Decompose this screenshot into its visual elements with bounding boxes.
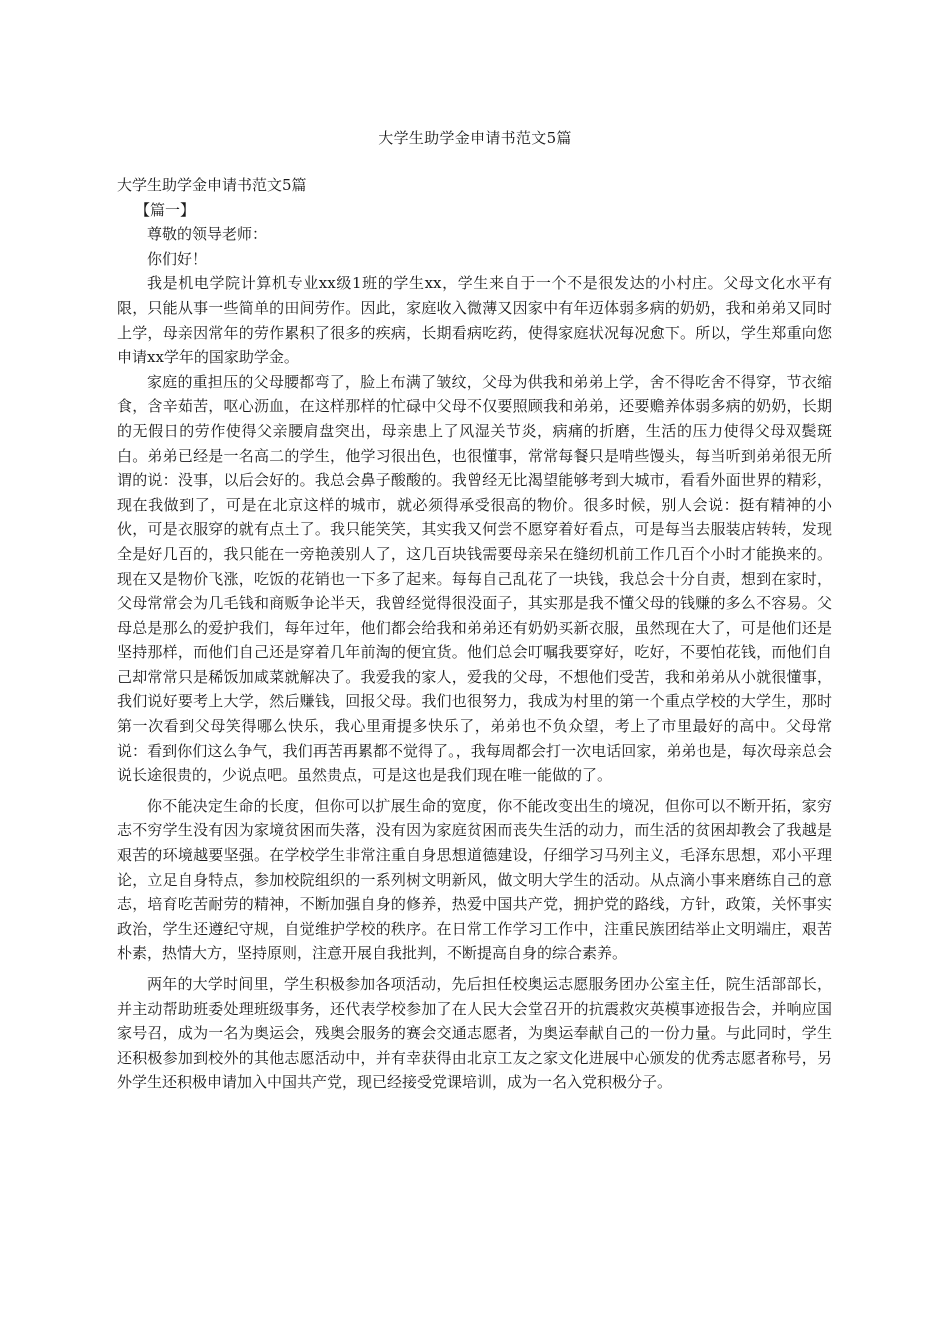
body-paragraph: 我是机电学院计算机专业xx级1班的学生xx，学生来自于一个不是很发达的小村庄。父母文化水平有限，只能从事一些简单的田间劳作。因此，家庭收入微薄又因家中有年迈体弱多病的奶奶，我和弟弟又同时上学，母亲因常年的劳作累积了很多的疾病，长期看病吃药，使得家庭状况每况愈下。所以，学生郑重向您申请xx学年的国家助学金。	[117, 274, 832, 367]
body-paragraph: 你不能决定生命的长度，但你可以扩展生命的宽度，你不能改变出生的境况，但你可以不断开拓，家穷志不穷学生没有因为家境贫困而失落，没有因为家庭贫困而丧失生活的动力，而生活的贫困却教会了我越是艰苦的环境越要坚强。在学校学生非常注重自身思想道德建设，仔细学习马列主义，毛泽东思想，邓小平理论，立足自身特点，参加校院组织的一系列树文明新风，做文明大学生的活动。从点滴小事来磨练自己的意志，培育吃苦耐劳的精神，不断加强自身的修养，热爱中国共产党，拥护党的路线，方针，政策，关怀事实政治，学生还遵纪守规，自觉维护学校的秩序。在日常工作学习工作中，注重民族团结举止文明端庄，艰苦朴素，热情大方，坚持原则，注意开展自我批判，不断提高自身的综合素养。	[117, 796, 832, 963]
document-subtitle: 大学生助学金申请书范文5篇	[117, 176, 307, 194]
document-body	[117, 173, 832, 1095]
document-title: 大学生助学金申请书范文5篇	[378, 129, 572, 147]
section-label: 【篇一】	[135, 200, 196, 219]
greeting: 你们好！	[147, 249, 208, 268]
body-paragraph: 两年的大学时间里，学生积极参加各项活动，先后担任校奥运志愿服务团办公室主任，院生活部部长，并主动帮助班委处理班级事务，还代表学校参加了在人民大会堂召开的抗震救灾英模事迹报告会，并响应国家号召，成为一名为奥运会，残奥会服务的赛会交通志愿者，为奥运奉献自己的一份力量。与此同时，学生还积极参加到校外的其他志愿活动中，并有幸获得由北京工友之家文化进展中心颁发的优秀志愿者称号，另外学生还积极申请加入中国共产党，现已经接受党课培训，成为一名入党积极分子。	[117, 975, 832, 1092]
salutation: 尊敬的领导老师：	[147, 225, 268, 244]
body-paragraph: 家庭的重担压的父母腰都弯了，脸上布满了皱纹，父母为供我和弟弟上学，舍不得吃舍不得穿，节衣缩食，含辛茹苦，呕心沥血，在这样那样的忙碌中父母不仅要照顾我和弟弟，还要赡养体弱多病的奶奶，长期的无假日的劳作使得父亲腰肩盘突出，母亲患上了风湿关节炎，病痛的折磨，生活的压力使得父母双鬓斑白。弟弟已经是一名高二的学生，他学习很出色，也很懂事，常常每餐只是啃些馒头，每当听到弟弟很无所谓的说：没事，以后会好的。我总会鼻子酸酸的。我曾经无比渴望能够考到大城市，看看外面世界的精彩，现在我做到了，可是在北京这样的城市，就必须得承受很高的物价。很多时候，别人会说：挺有精神的小伙，可是衣服穿的就有点土了。我只能笑笑，其实我又何尝不愿穿着好看点，可是每当去服装店转转，发现全是好几百的，我只能在一旁艳羡别人了，这几百块钱需要母亲呆在缝纫机前工作几百个小时才能换来的。现在又是物价飞涨，吃饭的花销也一下多了起来。每每自己乱花了一块钱，我总会十分自责，想到在家时，父母常常会为几毛钱和商贩争论半天，我曾经觉得很没面子，其实那是我不懂父母的钱赚的多么不容易。父母总是那么的爱护我们，每年过年，他们都会给我和弟弟还有奶奶买新衣服，虽然现在大了，可是他们还是坚持那样，而他们自己还是穿着几年前淘的便宜货。他们总会叮嘱我要穿好，吃好，不要怕花钱，而他们自己却常常只是稀饭加咸菜就解决了。我爱我的家人，爱我的父母，不想他们受苦，我和弟弟从小就很懂事，我们说好要考上大学，然后赚钱，回报父母。我们也很努力，我成为村里的第一个重点学校的大学生，那时第一次看到父母笑得哪么快乐，我心里甭提多快乐了，弟弟也不负众望，考上了市里最好的高中。父母常说：看到你们这么争气，我们再苦再累都不觉得了。，我每周都会打一次电话回家，弟弟也是，每次母亲总会说长途很贵的，少说点吧。虽然贵点，可是这也是我们现在唯一能做的了。	[117, 372, 832, 785]
